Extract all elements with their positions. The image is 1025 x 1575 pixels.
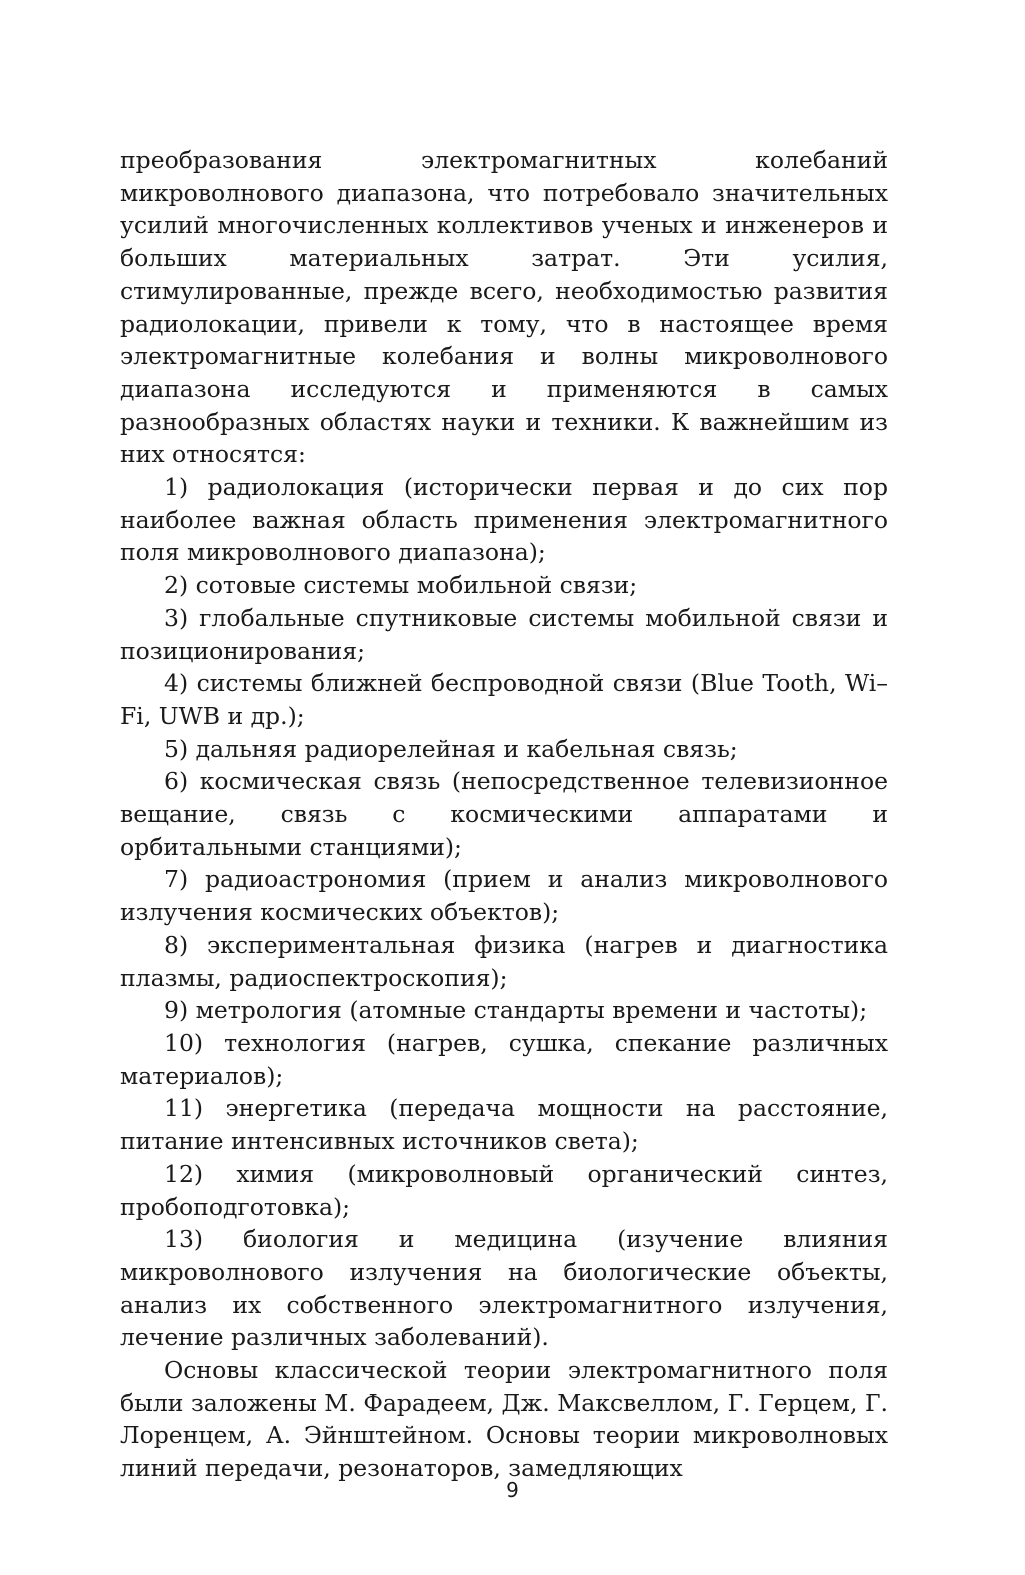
list-item: 5) дальняя радиорелейная и кабельная связь; — [164, 734, 738, 763]
list-item: 12) химия (микроволновый органический синтез, пробоподготовка); — [120, 1159, 888, 1221]
list-item: 1) радиолокация (исторически первая и до сих пор наиболее важная область применения электромагнитного поля микроволнового диапазона); — [120, 473, 888, 567]
list-item: 13) биология и медицина (изучение влияния микроволнового излучения на биологические объекты, анализ их собственного электромагнитного излучения, лечение различных заболеваний). — [120, 1225, 888, 1352]
applications-list — [120, 471, 888, 1354]
list-item: 6) космическая связь (непосредственное телевизионное вещание, связь с космическими аппаратами и орбитальными станциями); — [120, 767, 888, 861]
list-item: 3) глобальные спутниковые системы мобильной связи и позиционирования; — [120, 603, 888, 665]
list-item: 10) технология (нагрев, сушка, спекание различных материалов); — [120, 1028, 888, 1090]
list-item: 11) энергетика (передача мощности на расстояние, питание интенсивных источников света); — [120, 1094, 888, 1156]
page-number: 9 — [506, 1478, 519, 1502]
intro-paragraph: преобразования электромагнитных колебаний микроволнового диапазона, что потребовало значительных усилий многочисленных коллективов ученых и инженеров и больших материальных затрат. Эти усилия, стимулированные, прежде всего, необходимостью развития радиолокации, привели к тому, что в настоящее время электромагнитные колебания и волны микроволнового диапазона исследуются и применяются в самых разнообразных областях науки и техники. К важнейшим из них относятся: — [120, 146, 888, 469]
list-item: 4) системы ближней беспроводной связи (Blue Tooth, Wi–Fi, UWB и др.); — [120, 669, 888, 730]
list-item: 8) экспериментальная физика (нагрев и диагностика плазмы, радиоспектроскопия); — [120, 930, 888, 992]
list-item: 2) сотовые системы мобильной связи; — [164, 571, 638, 600]
page-body — [120, 144, 888, 1485]
list-item: 7) радиоастрономия (прием и анализ микроволнового излучения космических объектов); — [120, 865, 888, 927]
closing-paragraph: Основы классической теории электромагнитного поля были заложены М. Фарадеем, Дж. Максвеллом, Г. Герцем, Г. Лоренцем, А. Эйнштейном. Основы теории микроволновых линий передачи, резонаторов, замедляющих — [120, 1356, 888, 1483]
list-item: 9) метрология (атомные стандарты времени и частоты); — [164, 996, 868, 1025]
